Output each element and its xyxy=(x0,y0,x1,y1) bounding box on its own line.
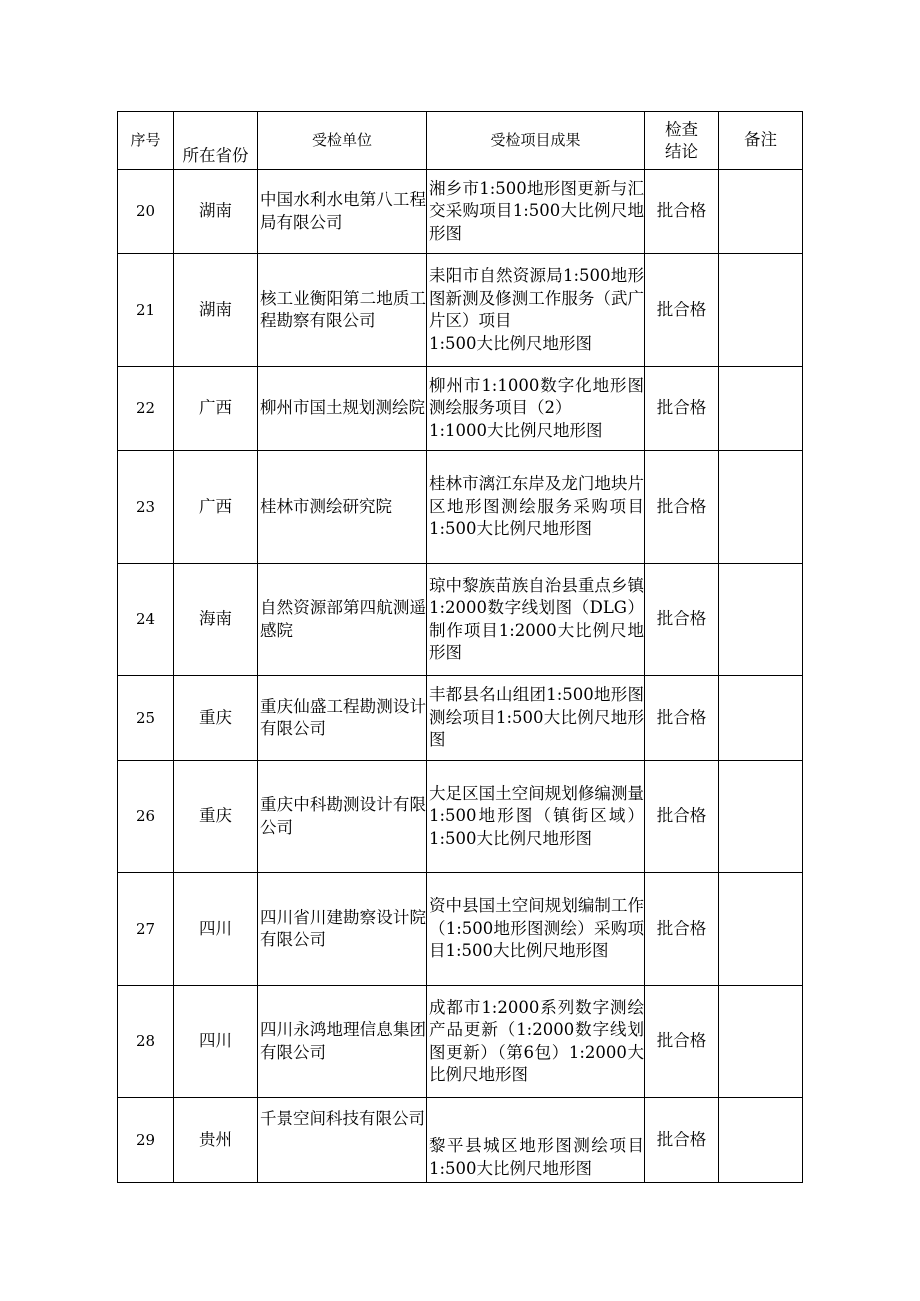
table-row xyxy=(118,564,803,676)
project-line: 资中县国土空间规划编制工作（1:500地形图测绘）采购项目1:500大比例尺地形图 xyxy=(429,896,644,961)
row-number: 28 xyxy=(118,986,174,1098)
inspection-table xyxy=(117,111,803,1183)
table-row xyxy=(118,761,803,873)
project-line: 耒阳市自然资源局1:500地形图新测及修测工作服务（武广片区）项目 xyxy=(429,266,644,330)
row-province: 湖南 xyxy=(174,254,258,367)
row-province: 贵州 xyxy=(174,1098,258,1183)
row-project xyxy=(427,761,645,873)
row-unit: 四川永鸿地理信息集团有限公司 xyxy=(258,986,427,1098)
row-number: 25 xyxy=(118,676,174,761)
header-no: 序号 xyxy=(118,112,174,170)
table-row xyxy=(118,367,803,451)
row-note xyxy=(719,254,803,367)
table-row xyxy=(118,676,803,761)
row-province: 广西 xyxy=(174,451,258,564)
row-unit: 重庆中科勘测设计有限公司 xyxy=(258,761,427,873)
row-note xyxy=(719,986,803,1098)
row-province: 湖南 xyxy=(174,170,258,254)
row-project xyxy=(427,1098,645,1183)
row-province: 重庆 xyxy=(174,761,258,873)
row-province: 四川 xyxy=(174,986,258,1098)
row-unit: 千景空间科技有限公司 xyxy=(258,1098,427,1183)
row-note xyxy=(719,367,803,451)
row-result: 批合格 xyxy=(645,254,719,367)
row-number: 24 xyxy=(118,564,174,676)
row-project xyxy=(427,564,645,676)
row-number: 20 xyxy=(118,170,174,254)
row-province: 广西 xyxy=(174,367,258,451)
row-province: 重庆 xyxy=(174,676,258,761)
row-result: 批合格 xyxy=(645,1098,719,1183)
project-line: 大足区国土空间规划修编测量1:500地形图（镇街区域）1:500大比例尺地形图 xyxy=(429,783,644,848)
row-number: 22 xyxy=(118,367,174,451)
row-unit: 四川省川建勘察设计院有限公司 xyxy=(258,873,427,986)
row-number: 29 xyxy=(118,1098,174,1183)
row-result: 批合格 xyxy=(645,986,719,1098)
row-number: 26 xyxy=(118,761,174,873)
row-number: 27 xyxy=(118,873,174,986)
row-result: 批合格 xyxy=(645,564,719,676)
row-note xyxy=(719,451,803,564)
row-number: 23 xyxy=(118,451,174,564)
row-project xyxy=(427,170,645,254)
project-line: 湘乡市1:500地形图更新与汇交采购项目1:500大比例尺地形图 xyxy=(429,178,644,243)
row-result: 批合格 xyxy=(645,761,719,873)
row-note xyxy=(719,170,803,254)
header-unit: 受检单位 xyxy=(258,112,427,170)
row-unit: 自然资源部第四航测遥感院 xyxy=(258,564,427,676)
table-row xyxy=(118,451,803,564)
row-province: 四川 xyxy=(174,873,258,986)
row-note xyxy=(719,564,803,676)
row-unit: 重庆仙盛工程勘测设计有限公司 xyxy=(258,676,427,761)
project-line: 柳州市1:1000数字化地形图测绘服务项目（2） xyxy=(429,375,644,418)
table-row xyxy=(118,873,803,986)
project-line: 成都市1:2000系列数字测绘产品更新（1:2000数字线划图更新）（第6包）1:2000大比例尺地形图 xyxy=(429,997,644,1084)
row-result: 批合格 xyxy=(645,367,719,451)
row-note xyxy=(719,873,803,986)
row-unit: 桂林市测绘研究院 xyxy=(258,451,427,564)
header-province: 所在省份 xyxy=(174,112,258,170)
row-result: 批合格 xyxy=(645,451,719,564)
row-note xyxy=(719,676,803,761)
row-result: 批合格 xyxy=(645,676,719,761)
table-row xyxy=(118,170,803,254)
row-project xyxy=(427,873,645,986)
project-line: 丰都县名山组团1:500地形图测绘项目1:500大比例尺地形图 xyxy=(429,685,644,750)
row-note xyxy=(719,1098,803,1183)
row-result: 批合格 xyxy=(645,873,719,986)
header-result: 检查结论 xyxy=(645,112,719,170)
row-project xyxy=(427,986,645,1098)
row-number: 21 xyxy=(118,254,174,367)
header-project: 受检项目成果 xyxy=(427,112,645,170)
row-unit: 中国水利水电第八工程局有限公司 xyxy=(258,170,427,254)
row-unit: 核工业衡阳第二地质工程勘察有限公司 xyxy=(258,254,427,367)
header-row xyxy=(118,112,803,170)
project-line: 黎平县城区地形图测绘项目1:500大比例尺地形图 xyxy=(429,1136,644,1178)
table-row xyxy=(118,254,803,367)
header-note: 备注 xyxy=(719,112,803,170)
row-result: 批合格 xyxy=(645,170,719,254)
row-project xyxy=(427,451,645,564)
table-row xyxy=(118,1098,803,1183)
row-project xyxy=(427,367,645,451)
row-province: 海南 xyxy=(174,564,258,676)
row-project xyxy=(427,676,645,761)
project-line: 1:1000大比例尺地形图 xyxy=(429,420,603,440)
row-note xyxy=(719,761,803,873)
project-line: 桂林市漓江东岸及龙门地块片区地形图测绘服务采购项目1:500大比例尺地形图 xyxy=(429,474,644,539)
project-line: 1:500大比例尺地形图 xyxy=(429,333,593,353)
row-project xyxy=(427,254,645,367)
project-line: 琼中黎族苗族自治县重点乡镇1:2000数字线划图（DLG）制作项目1:2000大比例尺地形图 xyxy=(429,575,644,662)
row-unit: 柳州市国土规划测绘院 xyxy=(258,367,427,451)
table-row xyxy=(118,986,803,1098)
